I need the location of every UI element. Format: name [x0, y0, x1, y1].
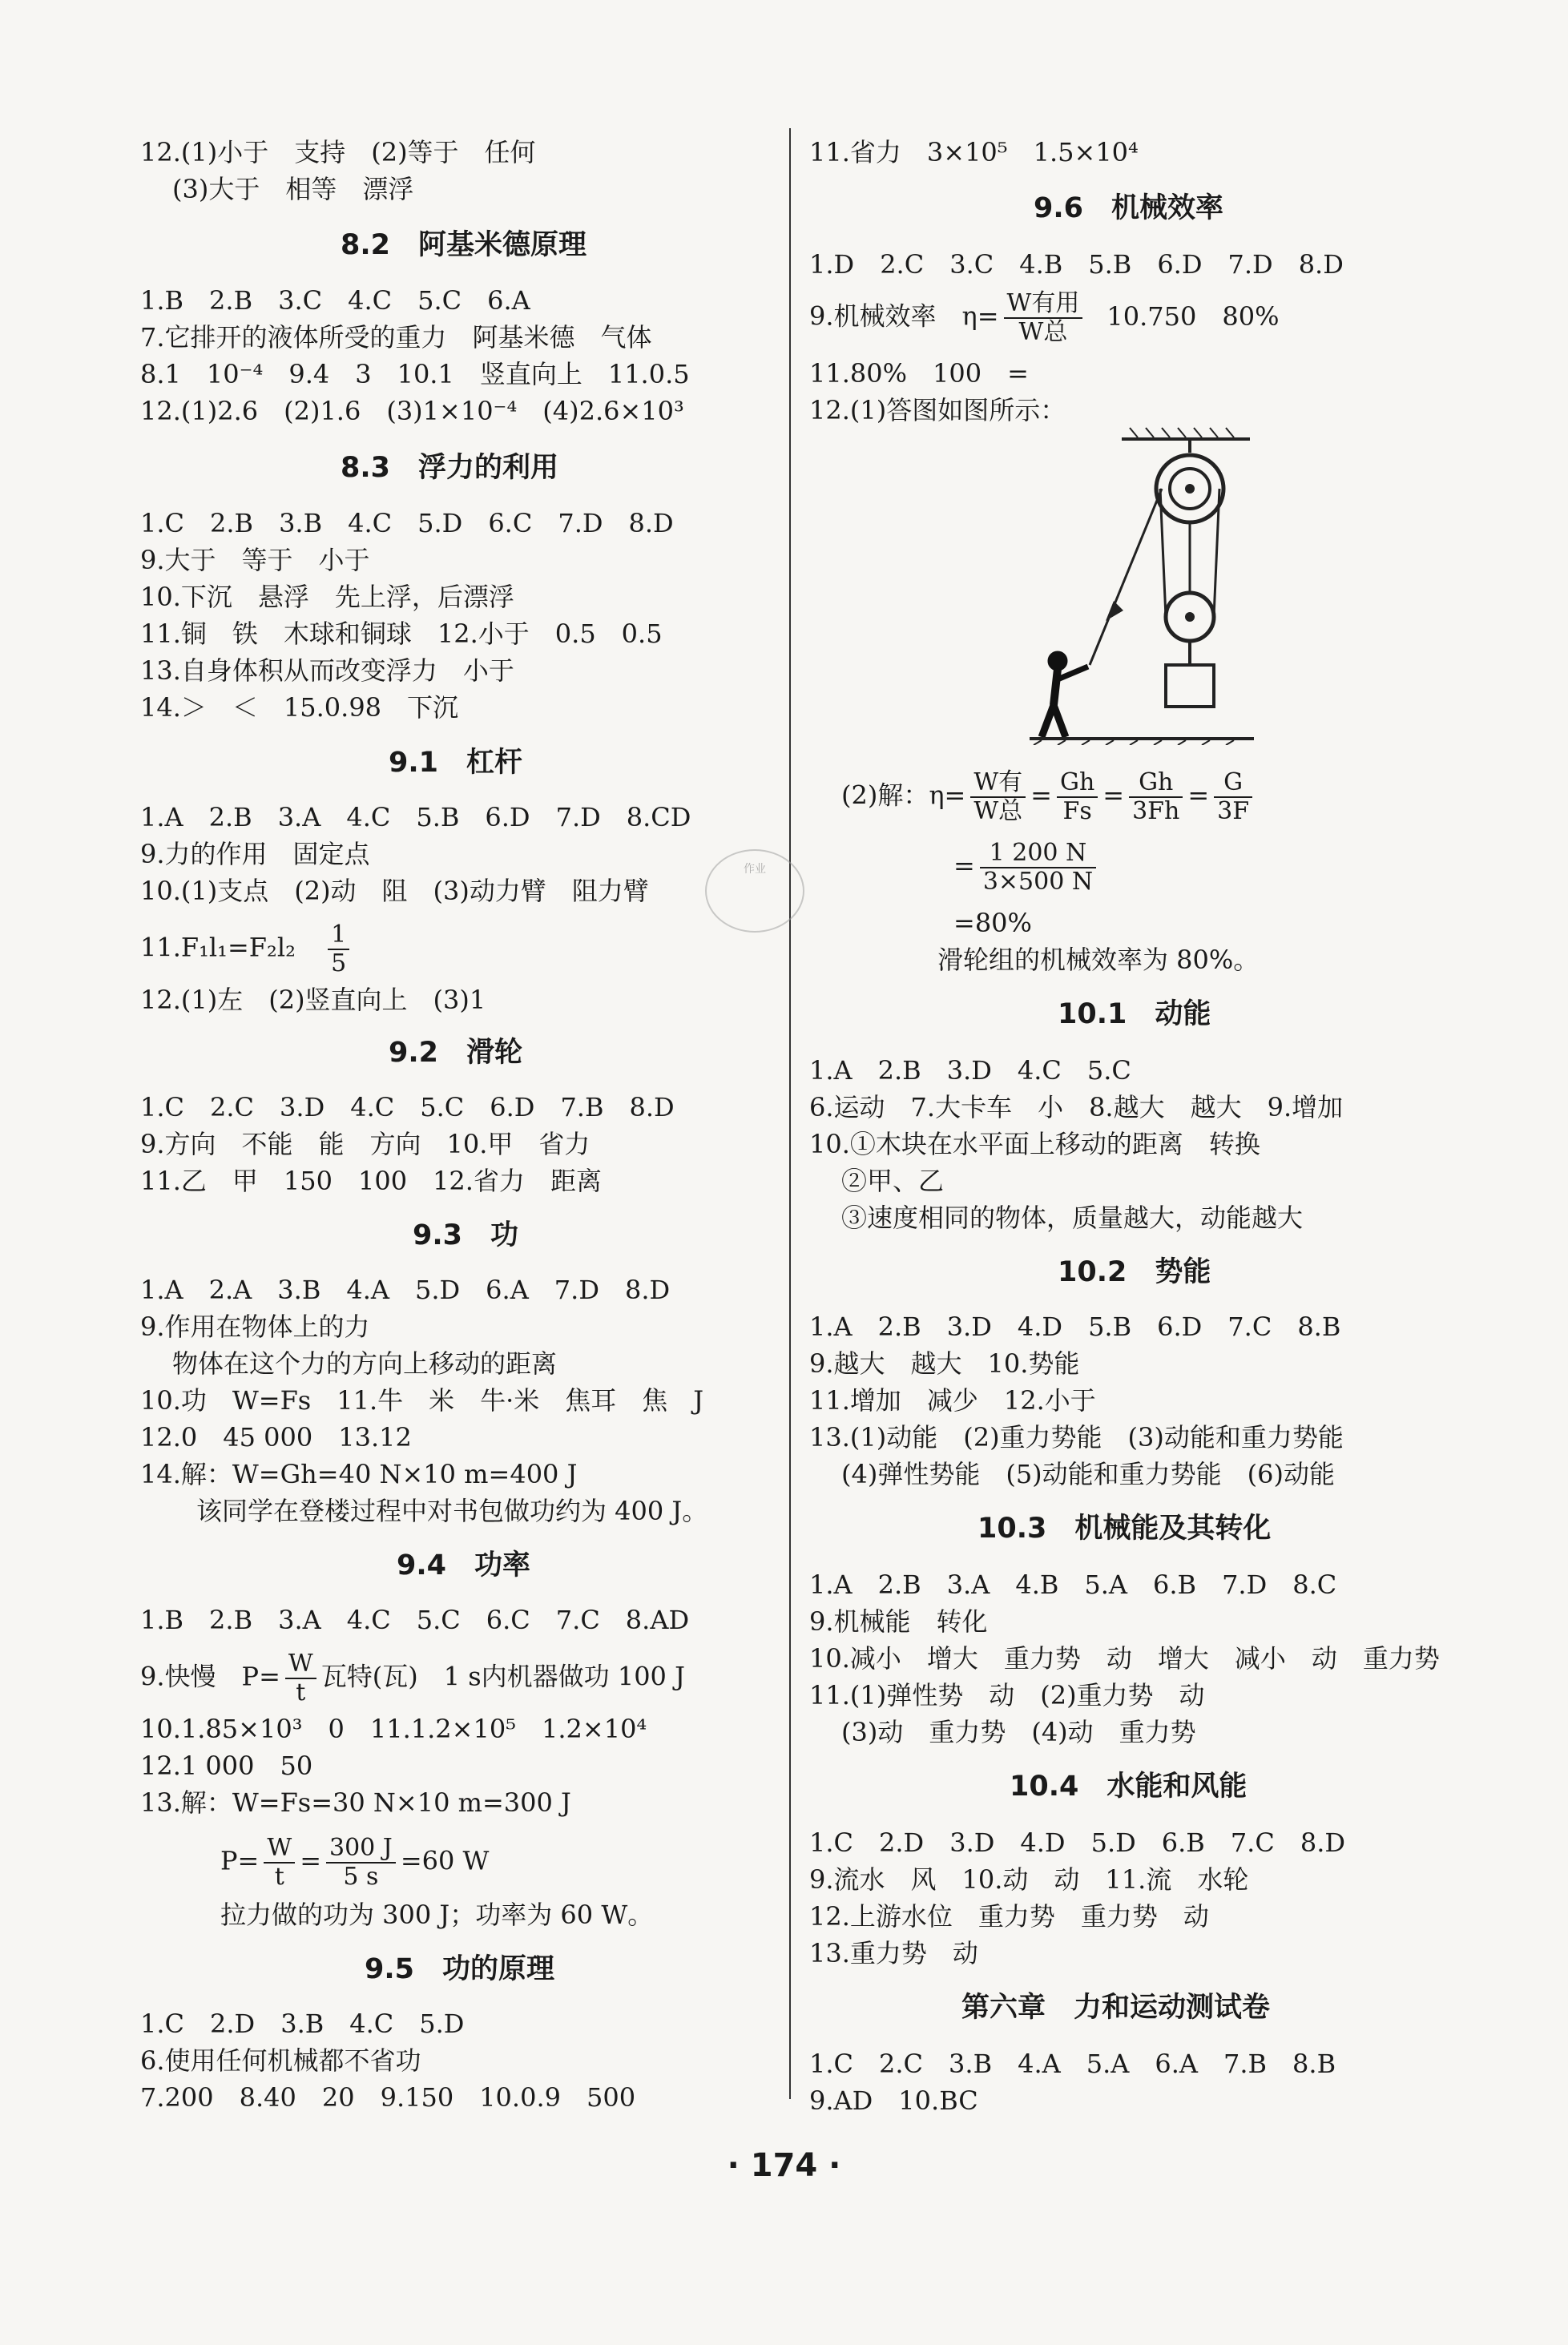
fraction	[328, 921, 349, 977]
numerator: W有	[970, 769, 1026, 798]
section-heading: 9.5 功的原理	[365, 1953, 555, 1985]
answer-line: 9.流水 风 10.动 动 11.流 水轮	[809, 1864, 1249, 1895]
answer-line: 1.D 2.C 3.C 4.B 5.B 6.D 7.D 8.D	[809, 249, 1344, 280]
answer-line: 12.(1)小于 支持 (2)等于 任何	[140, 137, 536, 167]
answer-line: 11.增加 减少 12.小于	[809, 1385, 1096, 1416]
numerator: 300 J	[326, 1835, 396, 1864]
answer-line: 1.A 2.B 3.A 4.B 5.A 6.B 7.D 8.C	[809, 1569, 1337, 1600]
answer-line: 1.C 2.D 3.B 4.C 5.D	[140, 2009, 465, 2039]
answer-line: 13.解：W=Fs=30 N×10 m=300 J	[140, 1787, 571, 1818]
numerator: Gh	[1057, 769, 1098, 798]
answer-line: 13.(1)动能 (2)重力势能 (3)动能和重力势能	[809, 1422, 1344, 1453]
person-icon	[1042, 651, 1088, 737]
answer-line: 9.AD 10.BC	[809, 2085, 978, 2116]
answer-line	[809, 290, 1279, 346]
page-number: · 174 ·	[727, 2147, 841, 2184]
answer-line: 9.大于 等于 小于	[140, 545, 370, 575]
denominator: t	[296, 1678, 306, 1706]
pull-rope	[1090, 489, 1162, 665]
answer-text: =60 W	[400, 1845, 490, 1876]
answer-text: =	[300, 1845, 321, 1876]
denominator: t	[274, 1863, 284, 1891]
answer-line: 9.方向 不能 能 方向 10.甲 省力	[140, 1129, 591, 1159]
denominator: 3F	[1217, 797, 1250, 825]
fraction	[1057, 769, 1098, 825]
denominator: 5	[331, 949, 347, 977]
section-heading: 8.2 阿基米德原理	[341, 229, 587, 261]
fraction	[1214, 769, 1252, 825]
section-heading: 9.2 滑轮	[389, 1037, 523, 1069]
answer-line	[220, 1835, 489, 1891]
answer-line: 6.运动 7.大卡车 小 8.越大 越大 9.增加	[809, 1092, 1344, 1122]
answer-line: 1.B 2.B 3.A 4.C 5.C 6.C 7.C 8.AD	[140, 1605, 690, 1635]
answer-line: 12.1 000 50	[140, 1751, 313, 1781]
numerator: G	[1214, 769, 1252, 798]
denominator: 3Fh	[1132, 797, 1180, 825]
answer-line: 10.功 W=Fs 11.牛 米 牛·米 焦耳 焦 J	[140, 1385, 704, 1416]
answer-line: 13.重力势 动	[809, 1938, 978, 1968]
fraction	[970, 769, 1026, 825]
answer-text: 9.快慢 P=	[140, 1661, 280, 1692]
section-heading: 10.2 势能	[1058, 1256, 1211, 1288]
answer-line: 10.①木块在水平面上移动的距离 转换	[809, 1129, 1260, 1159]
fraction	[980, 840, 1096, 896]
numerator: W	[264, 1835, 295, 1864]
denominator: 3×500 N	[982, 868, 1094, 896]
answer-text: 瓦特(瓦) 1 s内机器做功 100 J	[320, 1661, 685, 1692]
answer-line: 1.A 2.A 3.B 4.A 5.D 6.A 7.D 8.D	[140, 1275, 671, 1305]
answer-line: 11.乙 甲 150 100 12.省力 距离	[140, 1166, 602, 1196]
load-block	[1166, 665, 1214, 707]
numerator: W有用	[1004, 290, 1083, 319]
answer-line: (2)解：η= $\frac{\text{W有}}{\text{W总}}$ = $\frac{Gh}{Fs}$ = $\frac{Gh}{3Fh}$ = $\frac{G}{3F}$	[841, 769, 1257, 825]
section-heading: 10.4 水能和风能	[1010, 1771, 1248, 1803]
answer-line: 1.C 2.C 3.D 4.C 5.C 6.D 7.B 8.D	[140, 1092, 675, 1122]
fraction	[326, 1835, 396, 1891]
answer-line: 10.下沉 悬浮 先上浮，后漂浮	[140, 582, 514, 612]
answer-line: =80%	[953, 908, 1032, 938]
answer-line	[140, 921, 354, 977]
section-heading: 10.1 动能	[1058, 998, 1211, 1030]
numerator: Gh	[1129, 769, 1183, 798]
answer-text: 10.750 80%	[1106, 300, 1280, 332]
stamp-mark: 作业	[705, 849, 804, 933]
answer-line: 8.1 10⁻⁴ 9.4 3 10.1 竖直向上 11.0.5	[140, 359, 690, 389]
answer-line: 9.越大 越大 10.势能	[809, 1348, 1080, 1379]
answer-line: 1.A 2.B 3.D 4.D 5.B 6.D 7.C 8.B	[809, 1312, 1341, 1342]
section-heading: 9.6 机械效率	[1034, 192, 1224, 224]
answer-line: 9.机械能 转化	[809, 1606, 988, 1637]
answer-line: 14.＞ ＜ 15.0.98 下沉	[140, 692, 459, 723]
section-heading: 10.3 机械能及其转化	[977, 1513, 1272, 1545]
answer-line: (4)弹性势能 (5)动能和重力势能 (6)动能	[841, 1459, 1335, 1489]
answer-line: 10.(1)支点 (2)动 阻 (3)动力臂 阻力臂	[140, 876, 649, 906]
answer-line: 拉力做的功为 300 J；功率为 60 W。	[220, 1900, 654, 1930]
answer-line: 11.80% 100 =	[809, 358, 1029, 389]
answer-line: ②甲、乙	[841, 1166, 945, 1196]
section-heading: 8.3 浮力的利用	[341, 452, 559, 484]
answer-line: 12.(1)2.6 (2)1.6 (3)1×10⁻⁴ (4)2.6×10³	[140, 396, 684, 426]
answer-line	[140, 1650, 685, 1706]
answer-line: = $\frac{1 200 N}{3\times 500 N}$	[953, 840, 1101, 896]
answer-line: (3)大于 相等 漂浮	[172, 174, 414, 204]
answer-line: 滑轮组的机械效率为 80%。	[937, 945, 1260, 975]
arrow-icon	[1106, 601, 1123, 621]
denominator: Fs	[1062, 797, 1092, 825]
fraction	[285, 1650, 316, 1706]
answer-line: 10.1.85×10³ 0 11.1.2×10⁵ 1.2×10⁴	[140, 1714, 647, 1744]
column-divider	[789, 128, 791, 2099]
answer-line: 13.自身体积从而改变浮力 小于	[140, 655, 514, 686]
answer-line: (3)动 重力势 (4)动 重力势	[841, 1717, 1196, 1747]
answer-line: 7.200 8.40 20 9.150 10.0.9 500	[140, 2082, 636, 2113]
section-heading: 9.3 功	[413, 1219, 519, 1251]
answer-line: 9.作用在物体上的力	[140, 1312, 370, 1342]
pulley-diagram	[1026, 425, 1258, 745]
denominator: 5 s	[343, 1863, 379, 1891]
section-heading: 9.4 功率	[397, 1549, 531, 1581]
answer-text: P=	[220, 1845, 260, 1876]
answer-line: 1.A 2.B 3.A 4.C 5.B 6.D 7.D 8.CD	[140, 802, 691, 832]
answer-line: 7.它排开的液体所受的重力 阿基米德 气体	[140, 322, 652, 353]
numerator: 1 200 N	[980, 840, 1096, 868]
numerator: W	[285, 1650, 316, 1679]
answer-line: 1.C 2.B 3.B 4.C 5.D 6.C 7.D 8.D	[140, 508, 674, 538]
answer-line: 12.上游水位 重力势 重力势 动	[809, 1901, 1209, 1932]
answer-line: 12.(1)答图如图所示：	[809, 395, 1066, 425]
answer-line: 6.使用任何机械都不省功	[140, 2045, 421, 2076]
numerator: 1	[328, 921, 349, 950]
answer-line: 12.0 45 000 13.12	[140, 1422, 412, 1453]
answer-line: 该同学在登楼过程中对书包做功约为 400 J。	[196, 1496, 708, 1526]
answer-line: 11.省力 3×10⁵ 1.5×10⁴	[809, 137, 1139, 167]
answer-line: 9.力的作用 固定点	[140, 839, 370, 869]
answer-line: ③速度相同的物体，质量越大，动能越大	[841, 1203, 1304, 1233]
answer-line: 1.C 2.C 3.B 4.A 5.A 6.A 7.B 8.B	[809, 2049, 1336, 2079]
answer-line: 1.A 2.B 3.D 4.C 5.C	[809, 1055, 1131, 1086]
denominator: W总	[1018, 318, 1068, 346]
answer-line: 10.减小 增大 重力势 动 增大 减小 动 重力势	[809, 1643, 1440, 1674]
fraction	[1004, 290, 1083, 346]
answer-line: 14.解：W=Gh=40 N×10 m=400 J	[140, 1459, 578, 1489]
formula-text: 11.F₁l₁=F₂l₂	[140, 932, 296, 963]
denominator: W总	[973, 797, 1023, 825]
answer-line: 1.B 2.B 3.C 4.C 5.C 6.A	[140, 285, 530, 316]
answer-line: 1.C 2.D 3.D 4.D 5.D 6.B 7.C 8.D	[809, 1827, 1346, 1858]
fraction	[1129, 769, 1183, 825]
answer-line: 11.(1)弹性势 动 (2)重力势 动	[809, 1680, 1205, 1710]
answer-line: 物体在这个力的方向上移动的距离	[172, 1348, 558, 1379]
answer-text: 9.机械效率 η=	[809, 300, 999, 332]
fraction	[264, 1835, 295, 1891]
section-heading: 9.1 杠杆	[389, 747, 523, 779]
answer-text: (2)解：η=	[841, 780, 966, 811]
section-heading: 第六章 力和运动测试卷	[961, 1992, 1271, 2024]
answer-line: 12.(1)左 (2)竖直向上 (3)1	[140, 985, 486, 1015]
ceiling-hatch	[1130, 428, 1234, 437]
answer-line: 11.铜 铁 木球和铜球 12.小于 0.5 0.5	[140, 618, 663, 649]
